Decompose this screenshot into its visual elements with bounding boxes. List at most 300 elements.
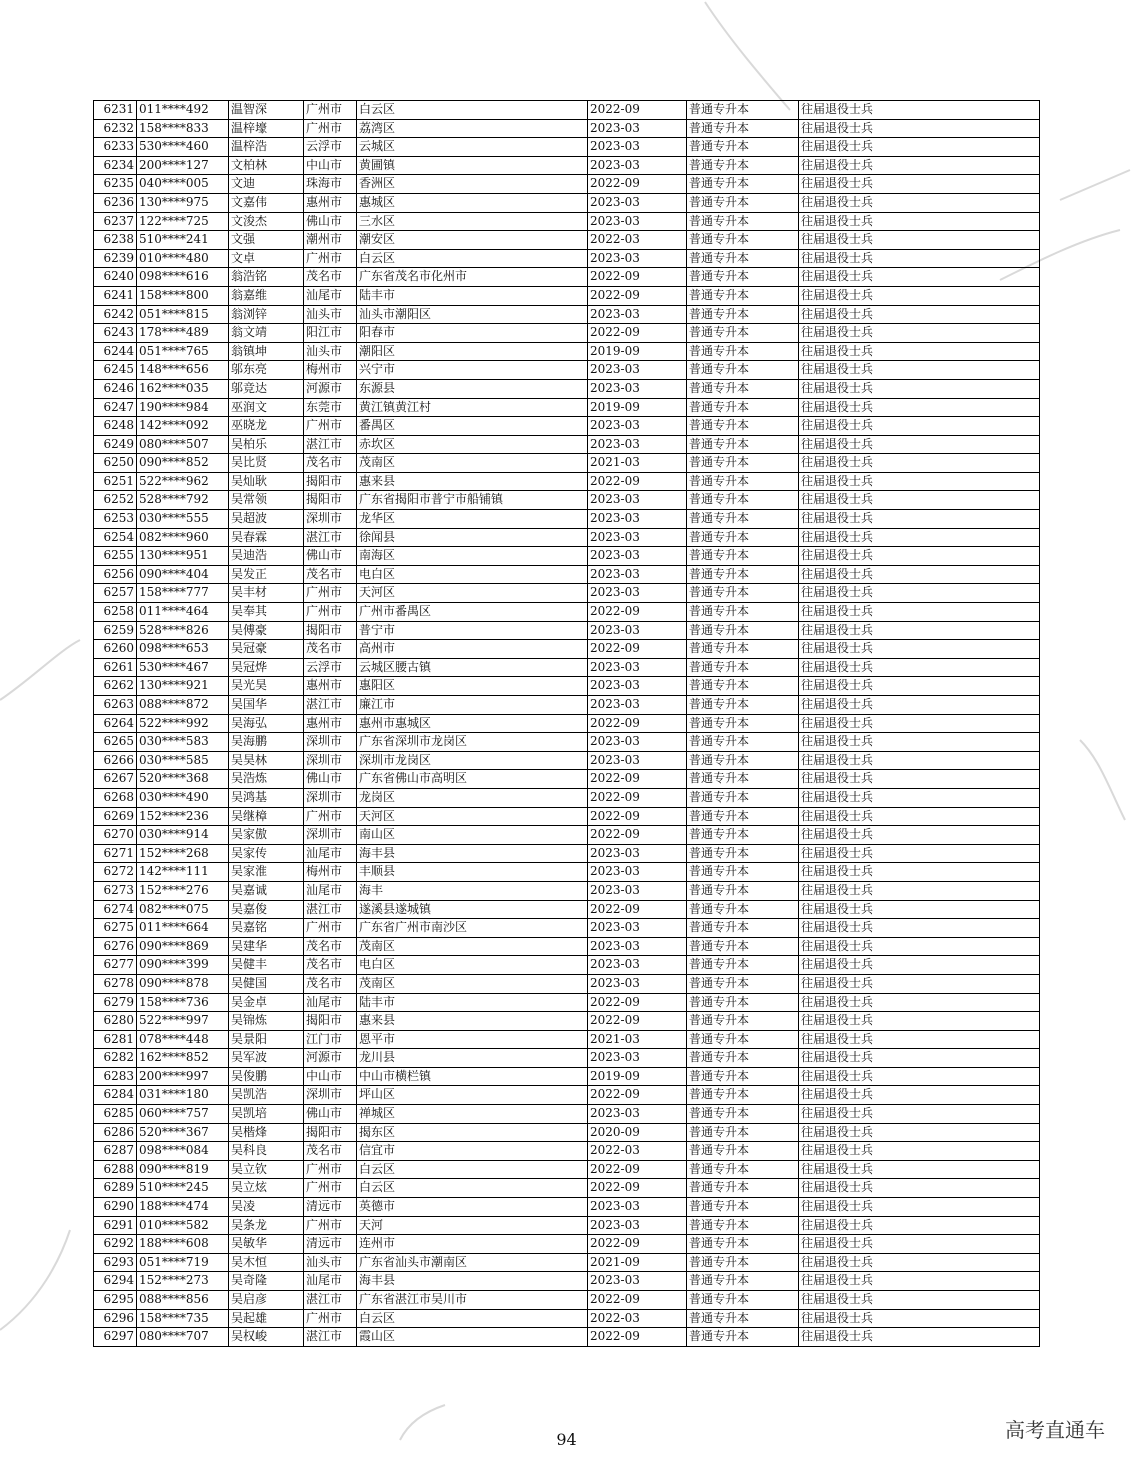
- seq-cell: 6257: [94, 584, 137, 603]
- area-cell: 龙华区: [357, 510, 588, 529]
- type-cell: 普通专升本: [687, 1049, 799, 1068]
- type-cell: 普通专升本: [687, 379, 799, 398]
- city-cell: 佛山市: [304, 1105, 357, 1124]
- seq-cell: 6290: [94, 1198, 137, 1217]
- seq-cell: 6258: [94, 603, 137, 622]
- id-cell: 090****404: [137, 565, 229, 584]
- city-cell: 深圳市: [304, 733, 357, 752]
- seq-cell: 6264: [94, 714, 137, 733]
- date-cell: 2021-03: [588, 1030, 687, 1049]
- name-cell: 吴发正: [229, 565, 304, 584]
- type-cell: 普通专升本: [687, 101, 799, 120]
- city-cell: 茂名市: [304, 1142, 357, 1161]
- seq-cell: 6256: [94, 565, 137, 584]
- seq-cell: 6276: [94, 937, 137, 956]
- date-cell: 2022-09: [588, 1160, 687, 1179]
- name-cell: 文强: [229, 231, 304, 250]
- category-cell: 往届退役士兵: [799, 1253, 1040, 1272]
- type-cell: 普通专升本: [687, 919, 799, 938]
- category-cell: 往届退役士兵: [799, 417, 1040, 436]
- date-cell: 2023-03: [588, 1272, 687, 1291]
- area-cell: 东源县: [357, 379, 588, 398]
- type-cell: 普通专升本: [687, 156, 799, 175]
- table-row: [94, 510, 1040, 529]
- type-cell: 普通专升本: [687, 398, 799, 417]
- id-cell: 178****489: [137, 324, 229, 343]
- date-cell: 2023-03: [588, 491, 687, 510]
- seq-cell: 6250: [94, 454, 137, 473]
- type-cell: 普通专升本: [687, 677, 799, 696]
- city-cell: 湛江市: [304, 1328, 357, 1347]
- category-cell: 往届退役士兵: [799, 1198, 1040, 1217]
- date-cell: 2022-09: [588, 286, 687, 305]
- id-cell: 051****719: [137, 1253, 229, 1272]
- category-cell: 往届退役士兵: [799, 119, 1040, 138]
- date-cell: 2022-09: [588, 714, 687, 733]
- name-cell: 吴奉其: [229, 603, 304, 622]
- city-cell: 深圳市: [304, 510, 357, 529]
- category-cell: 往届退役士兵: [799, 361, 1040, 380]
- table-row: [94, 974, 1040, 993]
- seq-cell: 6266: [94, 751, 137, 770]
- category-cell: 往届退役士兵: [799, 640, 1040, 659]
- date-cell: 2023-03: [588, 156, 687, 175]
- seq-cell: 6291: [94, 1216, 137, 1235]
- page-number: 94: [556, 1430, 577, 1449]
- city-cell: 云浮市: [304, 138, 357, 157]
- id-cell: 090****852: [137, 454, 229, 473]
- id-cell: 082****960: [137, 528, 229, 547]
- type-cell: 普通专升本: [687, 696, 799, 715]
- type-cell: 普通专升本: [687, 1086, 799, 1105]
- city-cell: 阳江市: [304, 324, 357, 343]
- table-row: [94, 1142, 1040, 1161]
- name-cell: 吴景阳: [229, 1030, 304, 1049]
- seq-cell: 6232: [94, 119, 137, 138]
- id-cell: 090****869: [137, 937, 229, 956]
- id-cell: 152****276: [137, 881, 229, 900]
- name-cell: 吴柏乐: [229, 435, 304, 454]
- type-cell: 普通专升本: [687, 1105, 799, 1124]
- id-cell: 078****448: [137, 1030, 229, 1049]
- name-cell: 吴楷烽: [229, 1123, 304, 1142]
- seq-cell: 6260: [94, 640, 137, 659]
- area-cell: 恩平市: [357, 1030, 588, 1049]
- name-cell: 吴立钦: [229, 1160, 304, 1179]
- name-cell: 巫润文: [229, 398, 304, 417]
- area-cell: 电白区: [357, 956, 588, 975]
- id-cell: 158****777: [137, 584, 229, 603]
- name-cell: 吴凯培: [229, 1105, 304, 1124]
- area-cell: 遂溪县遂城镇: [357, 900, 588, 919]
- table-row: [94, 1179, 1040, 1198]
- name-cell: 吴凌: [229, 1198, 304, 1217]
- seq-cell: 6297: [94, 1328, 137, 1347]
- area-cell: 高州市: [357, 640, 588, 659]
- table-row: [94, 733, 1040, 752]
- type-cell: 普通专升本: [687, 510, 799, 529]
- city-cell: 汕尾市: [304, 993, 357, 1012]
- category-cell: 往届退役士兵: [799, 175, 1040, 194]
- table-row: [94, 435, 1040, 454]
- date-cell: 2023-03: [588, 547, 687, 566]
- category-cell: 往届退役士兵: [799, 714, 1040, 733]
- seq-cell: 6239: [94, 249, 137, 268]
- seq-cell: 6271: [94, 844, 137, 863]
- table-row: [94, 1216, 1040, 1235]
- name-cell: 吴鸿基: [229, 788, 304, 807]
- table-row: [94, 696, 1040, 715]
- city-cell: 广州市: [304, 1179, 357, 1198]
- category-cell: 往届退役士兵: [799, 956, 1040, 975]
- city-cell: 梅州市: [304, 361, 357, 380]
- category-cell: 往届退役士兵: [799, 751, 1040, 770]
- date-cell: 2021-03: [588, 454, 687, 473]
- city-cell: 茂名市: [304, 937, 357, 956]
- city-cell: 广州市: [304, 101, 357, 120]
- category-cell: 往届退役士兵: [799, 677, 1040, 696]
- table-row: [94, 937, 1040, 956]
- date-cell: 2022-09: [588, 993, 687, 1012]
- seq-cell: 6248: [94, 417, 137, 436]
- category-cell: 往届退役士兵: [799, 528, 1040, 547]
- type-cell: 普通专升本: [687, 1253, 799, 1272]
- table-row: [94, 119, 1040, 138]
- category-cell: 往届退役士兵: [799, 1105, 1040, 1124]
- id-cell: 088****856: [137, 1291, 229, 1310]
- type-cell: 普通专升本: [687, 1198, 799, 1217]
- city-cell: 珠海市: [304, 175, 357, 194]
- city-cell: 汕尾市: [304, 286, 357, 305]
- category-cell: 往届退役士兵: [799, 844, 1040, 863]
- date-cell: 2019-09: [588, 1067, 687, 1086]
- seq-cell: 6282: [94, 1049, 137, 1068]
- id-cell: 520****367: [137, 1123, 229, 1142]
- roster-table: [93, 100, 1040, 1347]
- city-cell: 汕尾市: [304, 844, 357, 863]
- name-cell: 吴超波: [229, 510, 304, 529]
- seq-cell: 6244: [94, 342, 137, 361]
- seq-cell: 6296: [94, 1309, 137, 1328]
- name-cell: 吴军波: [229, 1049, 304, 1068]
- table-row: [94, 1160, 1040, 1179]
- area-cell: 龙川县: [357, 1049, 588, 1068]
- area-cell: 白云区: [357, 1179, 588, 1198]
- city-cell: 湛江市: [304, 900, 357, 919]
- category-cell: 往届退役士兵: [799, 1179, 1040, 1198]
- date-cell: 2022-09: [588, 1179, 687, 1198]
- table-row: [94, 379, 1040, 398]
- city-cell: 深圳市: [304, 751, 357, 770]
- name-cell: 吴比贤: [229, 454, 304, 473]
- city-cell: 清远市: [304, 1198, 357, 1217]
- type-cell: 普通专升本: [687, 1179, 799, 1198]
- area-cell: 海丰县: [357, 844, 588, 863]
- table-row: [94, 286, 1040, 305]
- date-cell: 2023-03: [588, 863, 687, 882]
- seq-cell: 6289: [94, 1179, 137, 1198]
- date-cell: 2020-09: [588, 1123, 687, 1142]
- id-cell: 011****664: [137, 919, 229, 938]
- area-cell: 天河: [357, 1216, 588, 1235]
- seq-cell: 6286: [94, 1123, 137, 1142]
- area-cell: 惠来县: [357, 472, 588, 491]
- type-cell: 普通专升本: [687, 305, 799, 324]
- area-cell: 龙岗区: [357, 788, 588, 807]
- id-cell: 031****180: [137, 1086, 229, 1105]
- category-cell: 往届退役士兵: [799, 937, 1040, 956]
- type-cell: 普通专升本: [687, 491, 799, 510]
- table-row: [94, 584, 1040, 603]
- area-cell: 广东省深圳市龙岗区: [357, 733, 588, 752]
- city-cell: 佛山市: [304, 547, 357, 566]
- name-cell: 吴健国: [229, 974, 304, 993]
- type-cell: 普通专升本: [687, 733, 799, 752]
- seq-cell: 6259: [94, 621, 137, 640]
- category-cell: 往届退役士兵: [799, 1309, 1040, 1328]
- date-cell: 2023-03: [588, 621, 687, 640]
- seq-cell: 6285: [94, 1105, 137, 1124]
- area-cell: 三水区: [357, 212, 588, 231]
- seq-cell: 6253: [94, 510, 137, 529]
- city-cell: 广州市: [304, 417, 357, 436]
- name-cell: 温梓浩: [229, 138, 304, 157]
- type-cell: 普通专升本: [687, 268, 799, 287]
- date-cell: 2022-09: [588, 472, 687, 491]
- table-row: [94, 1309, 1040, 1328]
- name-cell: 吴立炫: [229, 1179, 304, 1198]
- id-cell: 030****490: [137, 788, 229, 807]
- type-cell: 普通专升本: [687, 900, 799, 919]
- city-cell: 汕头市: [304, 305, 357, 324]
- area-cell: 兴宁市: [357, 361, 588, 380]
- category-cell: 往届退役士兵: [799, 584, 1040, 603]
- date-cell: 2023-03: [588, 435, 687, 454]
- table-row: [94, 1272, 1040, 1291]
- category-cell: 往届退役士兵: [799, 807, 1040, 826]
- name-cell: 邬竞达: [229, 379, 304, 398]
- id-cell: 090****878: [137, 974, 229, 993]
- city-cell: 湛江市: [304, 1291, 357, 1310]
- date-cell: 2023-03: [588, 677, 687, 696]
- city-cell: 中山市: [304, 156, 357, 175]
- id-cell: 030****585: [137, 751, 229, 770]
- category-cell: 往届退役士兵: [799, 510, 1040, 529]
- type-cell: 普通专升本: [687, 119, 799, 138]
- area-cell: 广东省佛山市高明区: [357, 770, 588, 789]
- id-cell: 152****273: [137, 1272, 229, 1291]
- area-cell: 南山区: [357, 826, 588, 845]
- category-cell: 往届退役士兵: [799, 993, 1040, 1012]
- date-cell: 2023-03: [588, 1049, 687, 1068]
- id-cell: 530****467: [137, 658, 229, 677]
- seq-cell: 6241: [94, 286, 137, 305]
- seq-cell: 6261: [94, 658, 137, 677]
- area-cell: 茂南区: [357, 454, 588, 473]
- date-cell: 2023-03: [588, 733, 687, 752]
- area-cell: 黄圃镇: [357, 156, 588, 175]
- seq-cell: 6294: [94, 1272, 137, 1291]
- city-cell: 茂名市: [304, 454, 357, 473]
- category-cell: 往届退役士兵: [799, 249, 1040, 268]
- type-cell: 普通专升本: [687, 435, 799, 454]
- name-cell: 吴丰材: [229, 584, 304, 603]
- area-cell: 丰顺县: [357, 863, 588, 882]
- name-cell: 吴俊鹏: [229, 1067, 304, 1086]
- name-cell: 吴条龙: [229, 1216, 304, 1235]
- name-cell: 吴锦炼: [229, 1012, 304, 1031]
- id-cell: 060****757: [137, 1105, 229, 1124]
- date-cell: 2022-09: [588, 1291, 687, 1310]
- area-cell: 荔湾区: [357, 119, 588, 138]
- id-cell: 158****833: [137, 119, 229, 138]
- type-cell: 普通专升本: [687, 1123, 799, 1142]
- seq-cell: 6245: [94, 361, 137, 380]
- seq-cell: 6237: [94, 212, 137, 231]
- name-cell: 温智深: [229, 101, 304, 120]
- area-cell: 黄江镇黄江村: [357, 398, 588, 417]
- city-cell: 清远市: [304, 1235, 357, 1254]
- category-cell: 往届退役士兵: [799, 212, 1040, 231]
- city-cell: 广州市: [304, 119, 357, 138]
- table-row: [94, 249, 1040, 268]
- table-row: [94, 1067, 1040, 1086]
- area-cell: 云城区: [357, 138, 588, 157]
- id-cell: 510****241: [137, 231, 229, 250]
- city-cell: 广州市: [304, 584, 357, 603]
- table-row: [94, 1049, 1040, 1068]
- table-row: [94, 231, 1040, 250]
- name-cell: 吴嘉诚: [229, 881, 304, 900]
- date-cell: 2023-03: [588, 119, 687, 138]
- seq-cell: 6278: [94, 974, 137, 993]
- area-cell: 广东省茂名市化州市: [357, 268, 588, 287]
- id-cell: 162****852: [137, 1049, 229, 1068]
- id-cell: 011****464: [137, 603, 229, 622]
- type-cell: 普通专升本: [687, 956, 799, 975]
- name-cell: 吴昊林: [229, 751, 304, 770]
- area-cell: 信宜市: [357, 1142, 588, 1161]
- date-cell: 2023-03: [588, 379, 687, 398]
- date-cell: 2023-03: [588, 751, 687, 770]
- category-cell: 往届退役士兵: [799, 788, 1040, 807]
- name-cell: 吴浩炼: [229, 770, 304, 789]
- id-cell: 051****765: [137, 342, 229, 361]
- seq-cell: 6238: [94, 231, 137, 250]
- city-cell: 广州市: [304, 249, 357, 268]
- date-cell: 2023-03: [588, 658, 687, 677]
- table-row: [94, 454, 1040, 473]
- type-cell: 普通专升本: [687, 547, 799, 566]
- type-cell: 普通专升本: [687, 993, 799, 1012]
- id-cell: 090****399: [137, 956, 229, 975]
- seq-cell: 6251: [94, 472, 137, 491]
- table-row: [94, 956, 1040, 975]
- type-cell: 普通专升本: [687, 844, 799, 863]
- name-cell: 吴金卓: [229, 993, 304, 1012]
- table-row: [94, 565, 1040, 584]
- city-cell: 揭阳市: [304, 621, 357, 640]
- table-row: [94, 1291, 1040, 1310]
- type-cell: 普通专升本: [687, 193, 799, 212]
- seq-cell: 6272: [94, 863, 137, 882]
- name-cell: 吴冠豪: [229, 640, 304, 659]
- date-cell: 2023-03: [588, 584, 687, 603]
- area-cell: 潮阳区: [357, 342, 588, 361]
- area-cell: 广东省广州市南沙区: [357, 919, 588, 938]
- area-cell: 云城区腰古镇: [357, 658, 588, 677]
- city-cell: 广州市: [304, 603, 357, 622]
- date-cell: 2023-03: [588, 138, 687, 157]
- city-cell: 深圳市: [304, 826, 357, 845]
- seq-cell: 6243: [94, 324, 137, 343]
- category-cell: 往届退役士兵: [799, 1012, 1040, 1031]
- city-cell: 广州市: [304, 1160, 357, 1179]
- seq-cell: 6287: [94, 1142, 137, 1161]
- date-cell: 2022-03: [588, 231, 687, 250]
- date-cell: 2022-03: [588, 1142, 687, 1161]
- table-row: [94, 714, 1040, 733]
- id-cell: 528****826: [137, 621, 229, 640]
- date-cell: 2023-03: [588, 510, 687, 529]
- category-cell: 往届退役士兵: [799, 305, 1040, 324]
- id-cell: 522****962: [137, 472, 229, 491]
- city-cell: 中山市: [304, 1067, 357, 1086]
- table-row: [94, 547, 1040, 566]
- date-cell: 2022-09: [588, 175, 687, 194]
- type-cell: 普通专升本: [687, 788, 799, 807]
- table-row: [94, 788, 1040, 807]
- category-cell: 往届退役士兵: [799, 1272, 1040, 1291]
- date-cell: 2023-03: [588, 212, 687, 231]
- category-cell: 往届退役士兵: [799, 435, 1040, 454]
- seq-cell: 6234: [94, 156, 137, 175]
- name-cell: 吴敏华: [229, 1235, 304, 1254]
- table-row: [94, 175, 1040, 194]
- table-row: [94, 658, 1040, 677]
- name-cell: 翁嘉维: [229, 286, 304, 305]
- seq-cell: 6281: [94, 1030, 137, 1049]
- type-cell: 普通专升本: [687, 528, 799, 547]
- type-cell: 普通专升本: [687, 658, 799, 677]
- id-cell: 030****914: [137, 826, 229, 845]
- category-cell: 往届退役士兵: [799, 826, 1040, 845]
- type-cell: 普通专升本: [687, 342, 799, 361]
- date-cell: 2023-03: [588, 696, 687, 715]
- city-cell: 河源市: [304, 1049, 357, 1068]
- category-cell: 往届退役士兵: [799, 1067, 1040, 1086]
- id-cell: 130****951: [137, 547, 229, 566]
- seq-cell: 6274: [94, 900, 137, 919]
- id-cell: 098****616: [137, 268, 229, 287]
- type-cell: 普通专升本: [687, 1291, 799, 1310]
- area-cell: 广东省汕头市潮南区: [357, 1253, 588, 1272]
- seq-cell: 6280: [94, 1012, 137, 1031]
- name-cell: 吴国华: [229, 696, 304, 715]
- area-cell: 陆丰市: [357, 286, 588, 305]
- city-cell: 汕尾市: [304, 1272, 357, 1291]
- id-cell: 080****507: [137, 435, 229, 454]
- seq-cell: 6233: [94, 138, 137, 157]
- seq-cell: 6265: [94, 733, 137, 752]
- table-row: [94, 361, 1040, 380]
- date-cell: 2022-09: [588, 788, 687, 807]
- seq-cell: 6277: [94, 956, 137, 975]
- table-row: [94, 1253, 1040, 1272]
- id-cell: 088****872: [137, 696, 229, 715]
- type-cell: 普通专升本: [687, 937, 799, 956]
- seq-cell: 6263: [94, 696, 137, 715]
